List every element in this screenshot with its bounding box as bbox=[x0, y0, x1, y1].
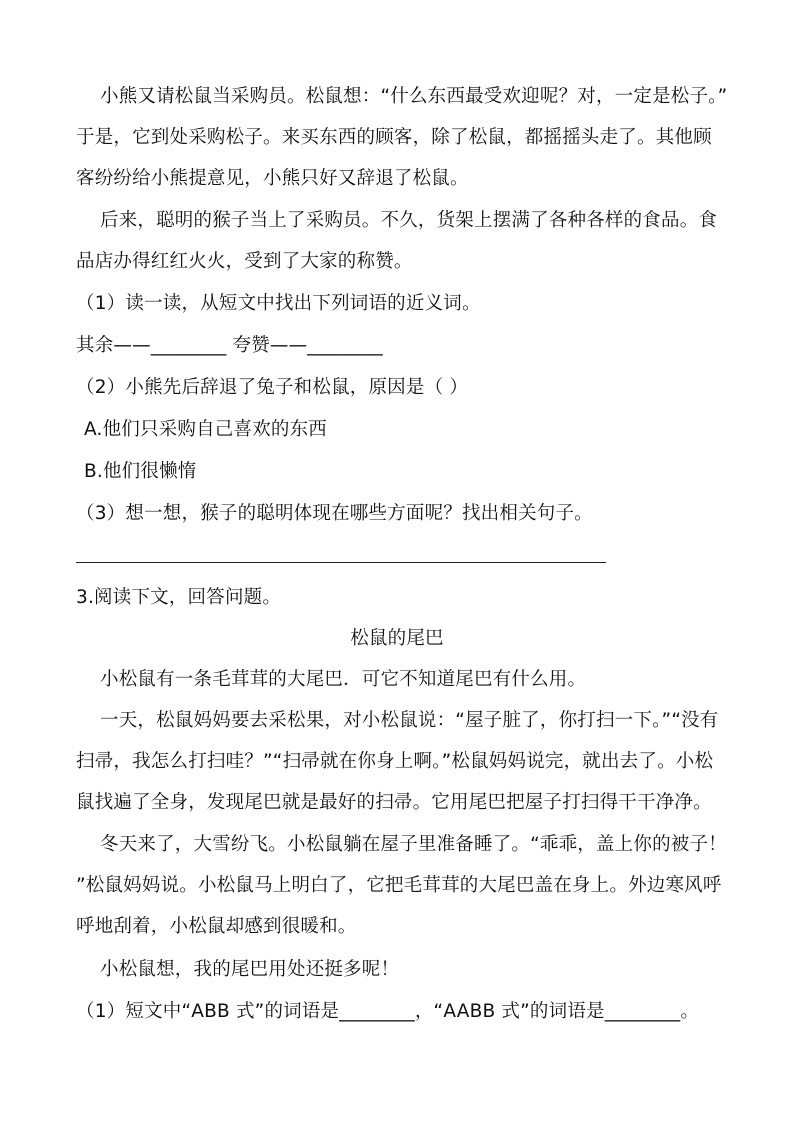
section3-question1: （1）短文中“ABB 式”的词语是________，“AABB 式”的词语是________。 bbox=[76, 1001, 700, 1022]
passage1-paragraph1-line3: 客纷纷给小熊提意见，小熊只好又辞退了松鼠。 bbox=[76, 168, 469, 189]
question2-option-a: A.他们只采购自己喜欢的东西 bbox=[84, 419, 328, 440]
passage1-paragraph1-line2: 于是，它到处采购松子。来买东西的顾客，除了松鼠，都摇摇头走了。其他顾 bbox=[76, 127, 712, 148]
passage1-paragraph1-line1: 小熊又请松鼠当采购员。松鼠想：“什么东西最受欢迎呢？对，一定是松子。” bbox=[100, 86, 728, 107]
answer-line bbox=[76, 562, 606, 563]
passage2-paragraph3-line1: 冬天来了，大雪纷飞。小松鼠躺在屋子里准备睡了。“乖乖，盖上你的被子！ bbox=[100, 834, 727, 855]
passage2-paragraph1: 小松鼠有一条毛茸茸的大尾巴．可它不知道尾巴有什么用。 bbox=[100, 669, 587, 690]
question2-prompt: （2）小熊先后辞退了兔子和松鼠，原因是（ ） bbox=[76, 377, 469, 398]
passage2-paragraph3-line2: ”松鼠妈妈说。小松鼠马上明白了，它把毛茸茸的大尾巴盖在身上。外边寒风呼 bbox=[76, 875, 722, 896]
passage1-paragraph2-line2: 品店办得红红火火，受到了大家的称赞。 bbox=[76, 251, 413, 272]
passage2-paragraph2-line3: 鼠找遍了全身，发现尾巴就是最好的扫帚。它用尾巴把屋子打扫得干干净净。 bbox=[76, 792, 712, 813]
passage2-paragraph2-line2: 扫帚，我怎么打扫哇？”“扫帚就在你身上啊。”松鼠妈妈说完，就出去了。小松 bbox=[76, 751, 714, 772]
passage1-paragraph2-line1: 后来，聪明的猴子当上了采购员。不久，货架上摆满了各种各样的食品。食 bbox=[100, 210, 718, 231]
question1-prompt: （1）读一读，从短文中找出下列词语的近义词。 bbox=[76, 293, 481, 314]
passage2-paragraph4: 小松鼠想，我的尾巴用处还挺多呢！ bbox=[100, 959, 400, 980]
passage2-paragraph2-line1: 一天，松鼠妈妈要去采松果，对小松鼠说：“屋子脏了，你打扫一下。”“没有 bbox=[100, 710, 719, 731]
question1-answer-blanks: 其余——________ 夸赞——________ bbox=[76, 335, 383, 356]
passage2-title: 松鼠的尾巴 bbox=[350, 628, 444, 649]
passage2-paragraph3-line3: 呼地刮着，小松鼠却感到很暖和。 bbox=[76, 916, 357, 937]
section3-heading: 3.阅读下文，回答问题。 bbox=[76, 587, 282, 608]
question3-prompt: （3）想一想，猴子的聪明体现在哪些方面呢？找出相关句子。 bbox=[76, 503, 593, 524]
question2-option-b: B.他们很懒惰 bbox=[84, 461, 197, 482]
